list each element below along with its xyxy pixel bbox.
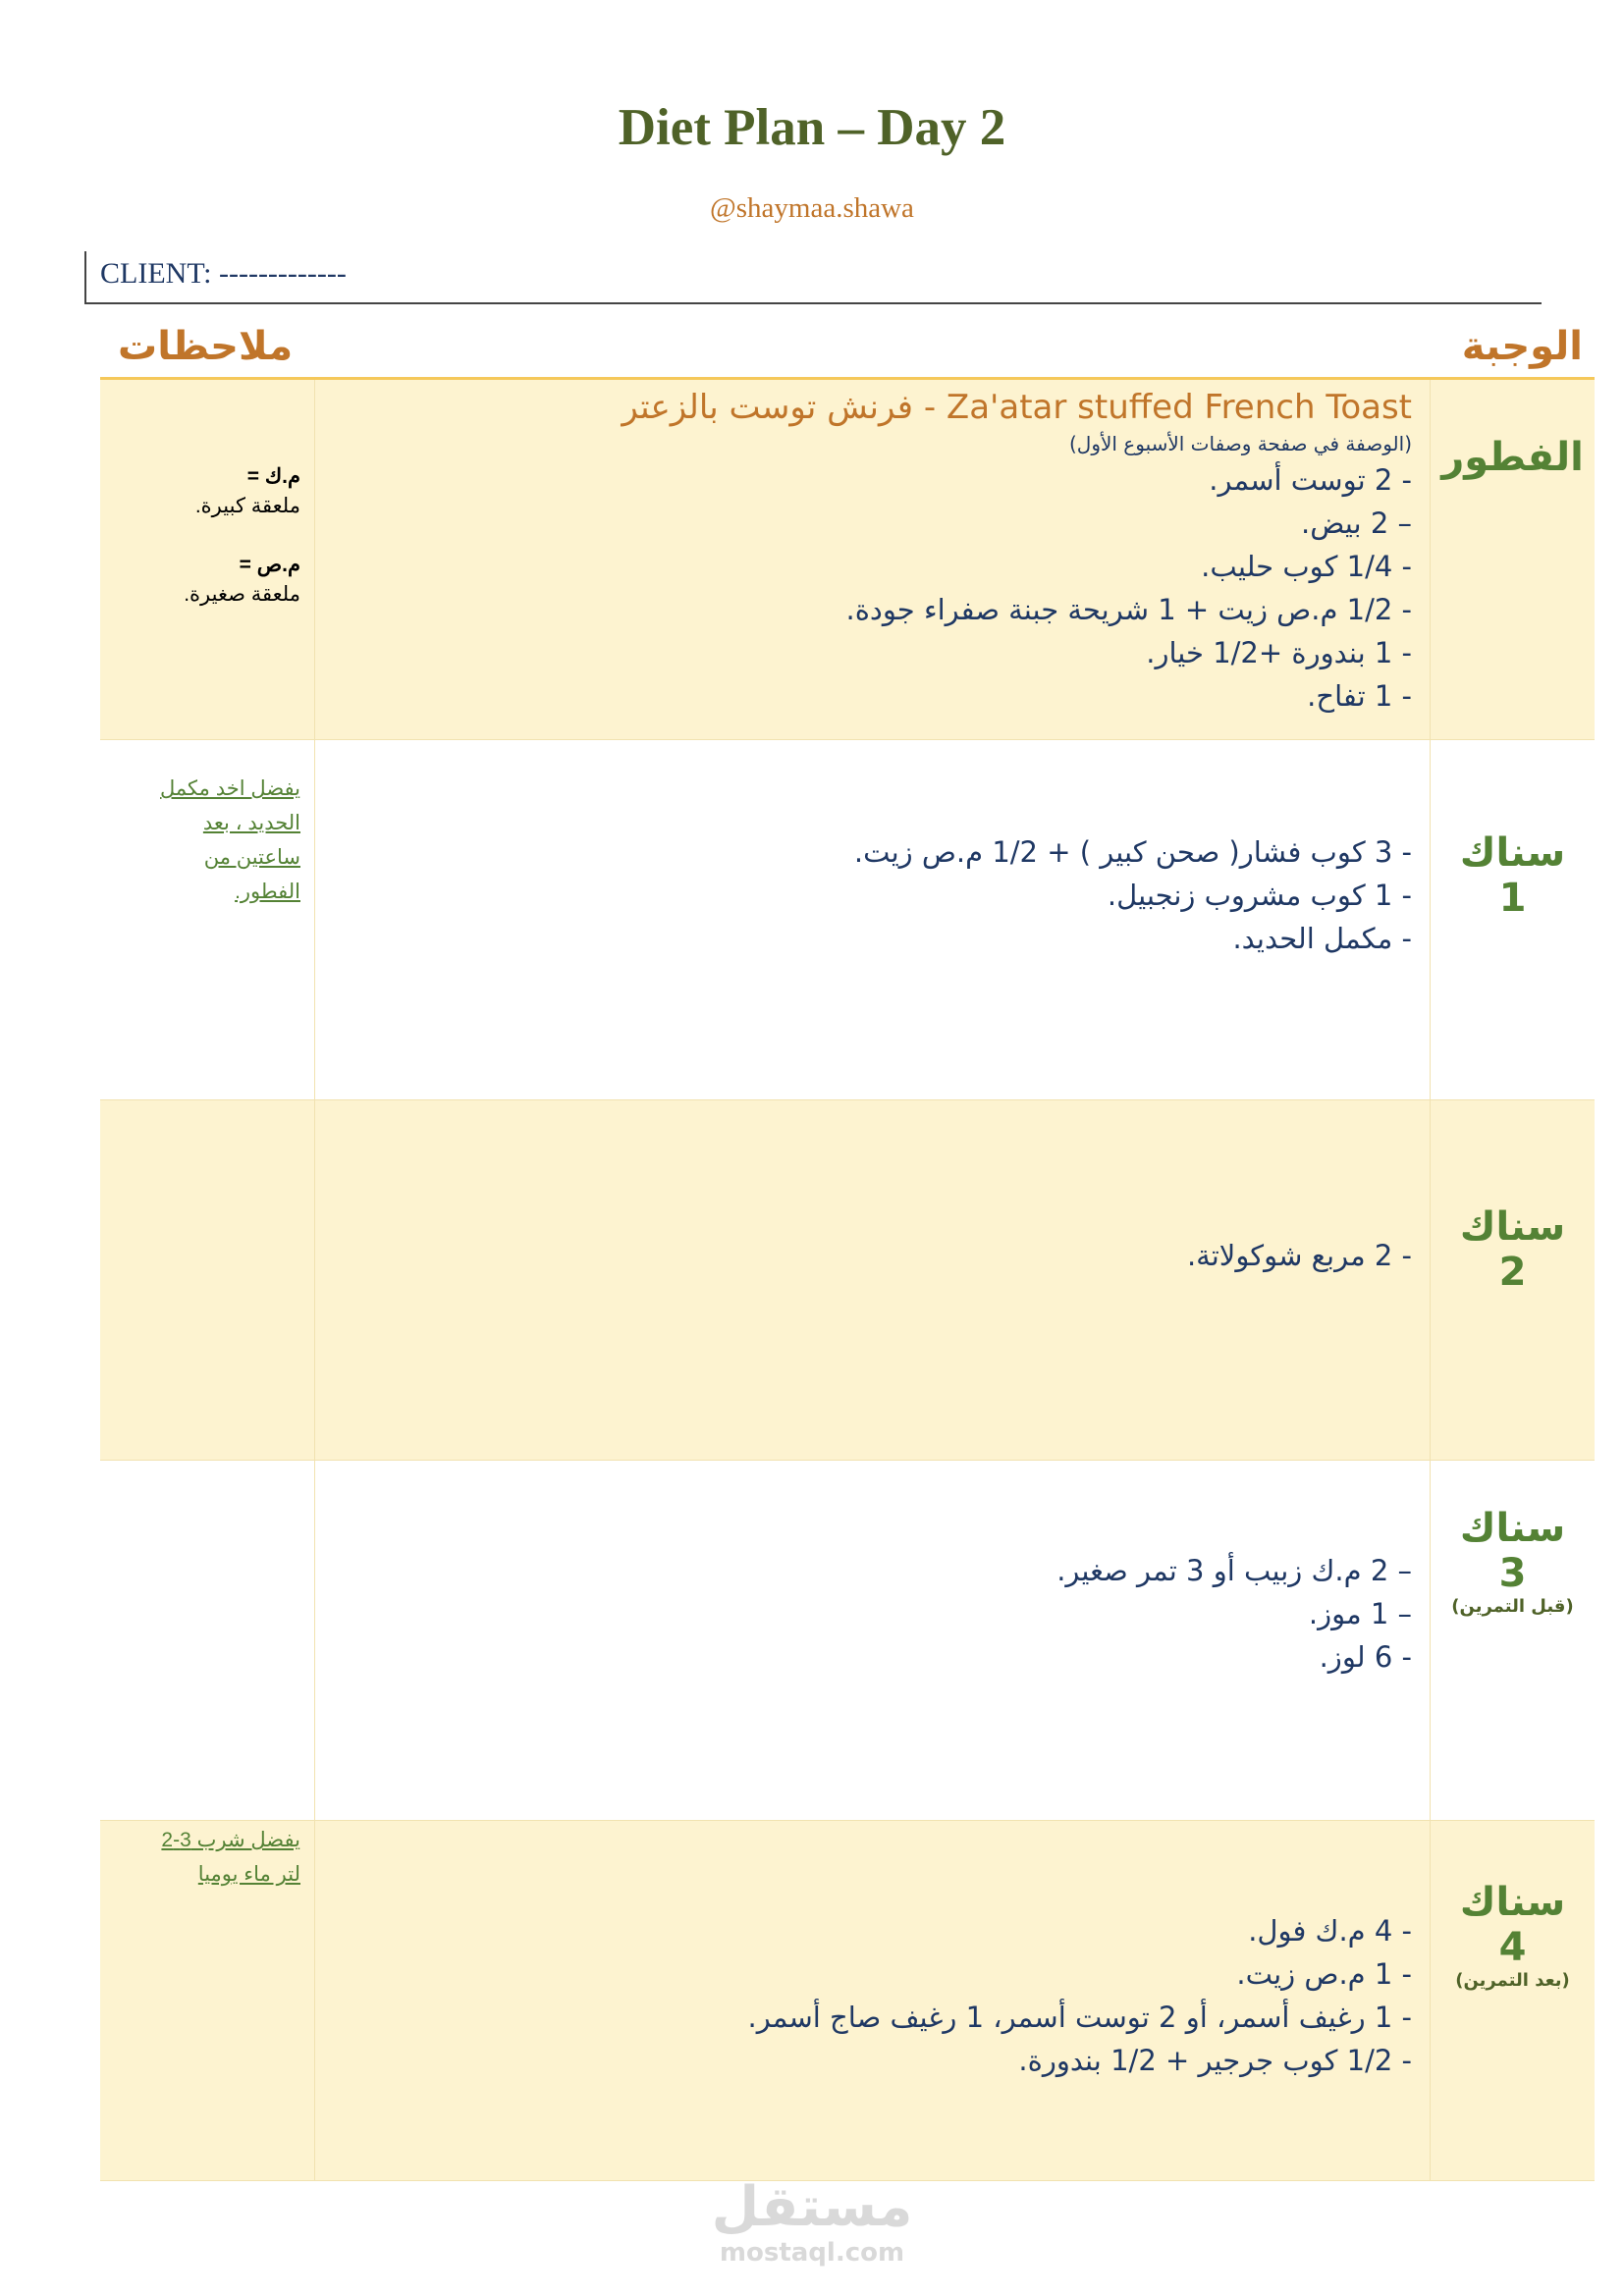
table-row-snack-4	[100, 1821, 1595, 2181]
food-item: - 1/4 كوب حليب.	[1201, 550, 1412, 583]
food-item: - 1 بندورة +1/2 خيار.	[1146, 636, 1412, 669]
meal-name: سناك	[1459, 1880, 1566, 1925]
note-line: الحديد ، بعد	[202, 812, 300, 834]
meal-cell	[1431, 1821, 1595, 2180]
food-item: - 2 توست أسمر.	[1209, 463, 1412, 497]
food-cell	[315, 740, 1431, 1099]
meal-number: 2	[1498, 1250, 1527, 1295]
food-list	[335, 830, 1412, 960]
table-row-snack-3	[100, 1461, 1595, 1821]
notes-cell	[100, 1461, 315, 1820]
food-list	[335, 1234, 1412, 1277]
column-header-notes: ملاحظات	[118, 324, 294, 369]
table-row-snack-2	[100, 1100, 1595, 1461]
recipe-reference: (الوصفة في صفحة وصفات الأسبوع الأول)	[1068, 432, 1412, 455]
food-cell	[315, 1821, 1431, 2180]
mostaql-watermark	[0, 2177, 1624, 2268]
food-item: - 6 لوز.	[1319, 1640, 1412, 1674]
meal-label	[1431, 1204, 1595, 1295]
food-item: - 1 تفاح.	[1307, 679, 1412, 713]
abbr-key: م.ك =	[246, 465, 300, 488]
meal-label	[1431, 1506, 1595, 1618]
note-line: الفطور.	[235, 881, 300, 903]
meal-timing-note: (بعد التمرين)	[1455, 1970, 1570, 1991]
abbr-key: م.ص =	[239, 554, 300, 576]
client-label: CLIENT: -------------	[100, 257, 347, 290]
food-item: – 2 بيض.	[1301, 507, 1412, 540]
notes-cell	[100, 1100, 315, 1460]
meal-label	[1431, 1880, 1595, 1992]
abbr-value: ملعقة صغيرة.	[184, 583, 300, 606]
meal-name: سناك	[1459, 1204, 1566, 1250]
diet-table	[100, 377, 1595, 2181]
food-item: – 2 م.ك زبيب أو 3 تمر صغير.	[1056, 1554, 1412, 1587]
author-handle: @shaymaa.shawa	[710, 192, 914, 224]
food-cell	[315, 1100, 1431, 1460]
recipe-title: Za'atar stuffed French Toast - فرنش توست بالزعتر	[622, 388, 1412, 427]
note-line: لتر ماء يوميا	[197, 1863, 300, 1886]
water-intake-note	[110, 1823, 300, 1892]
notes-cell	[100, 380, 315, 739]
food-item: – 1 موز.	[1308, 1597, 1412, 1630]
meal-number: 3	[1498, 1551, 1527, 1596]
iron-supplement-note	[110, 772, 300, 909]
meal-cell	[1431, 1461, 1595, 1820]
meal-cell	[1431, 380, 1595, 739]
meal-label	[1431, 830, 1595, 921]
abbreviation-notes	[110, 462, 300, 610]
meal-label: الفطور	[1441, 435, 1584, 480]
column-header-meal: الوجبة	[1461, 324, 1583, 369]
food-item: - 1 كوب مشروب زنجبيل.	[1107, 879, 1412, 912]
note-line: يفضل شرب 3-2	[161, 1829, 300, 1851]
meal-number: 1	[1498, 876, 1527, 921]
food-item: - 2 مربع شوكولاتة.	[1186, 1239, 1412, 1272]
notes-cell	[100, 1821, 315, 2180]
meal-timing-note: (قبل التمرين)	[1451, 1596, 1574, 1617]
client-line	[84, 251, 1542, 304]
food-item: - مكمل الحديد.	[1232, 922, 1412, 955]
food-list	[335, 1909, 1412, 2082]
note-line: يفضل اخد مكمل	[160, 777, 300, 800]
meal-name: سناك	[1459, 1506, 1566, 1551]
table-row-breakfast	[100, 380, 1595, 740]
food-item: - 1/2 كوب جرجير + 1/2 بندورة.	[1018, 2044, 1412, 2077]
meal-name: سناك	[1459, 830, 1566, 876]
food-item: - 1 رغيف أسمر، أو 2 توست أسمر، 1 رغيف صاج أسمر.	[747, 2001, 1412, 2034]
food-list	[335, 386, 1412, 718]
notes-cell	[100, 740, 315, 1099]
meal-cell	[1431, 740, 1595, 1099]
food-cell	[315, 380, 1431, 739]
abbr-value: ملعقة كبيرة.	[194, 495, 300, 517]
food-list	[335, 1549, 1412, 1679]
food-cell	[315, 1461, 1431, 1820]
food-item: - 1 م.ص زيت.	[1236, 1957, 1412, 1991]
table-row-snack-1	[100, 740, 1595, 1100]
note-line: ساعتين من	[203, 846, 300, 869]
watermark-domain: mostaql.com	[719, 2238, 905, 2268]
food-item: - 4 م.ك فول.	[1248, 1914, 1412, 1948]
meal-number: 4	[1498, 1925, 1527, 1970]
watermark-logo-text: مستقل	[711, 2175, 913, 2239]
food-item: - 3 كوب فشار( صحن كبير ) + 1/2 م.ص زيت.	[853, 835, 1412, 869]
meal-cell	[1431, 1100, 1595, 1460]
food-item: - 1/2 م.ص زيت + 1 شريحة جبنة صفراء جودة.	[845, 593, 1412, 626]
page-title: Diet Plan – Day 2	[618, 99, 1006, 156]
